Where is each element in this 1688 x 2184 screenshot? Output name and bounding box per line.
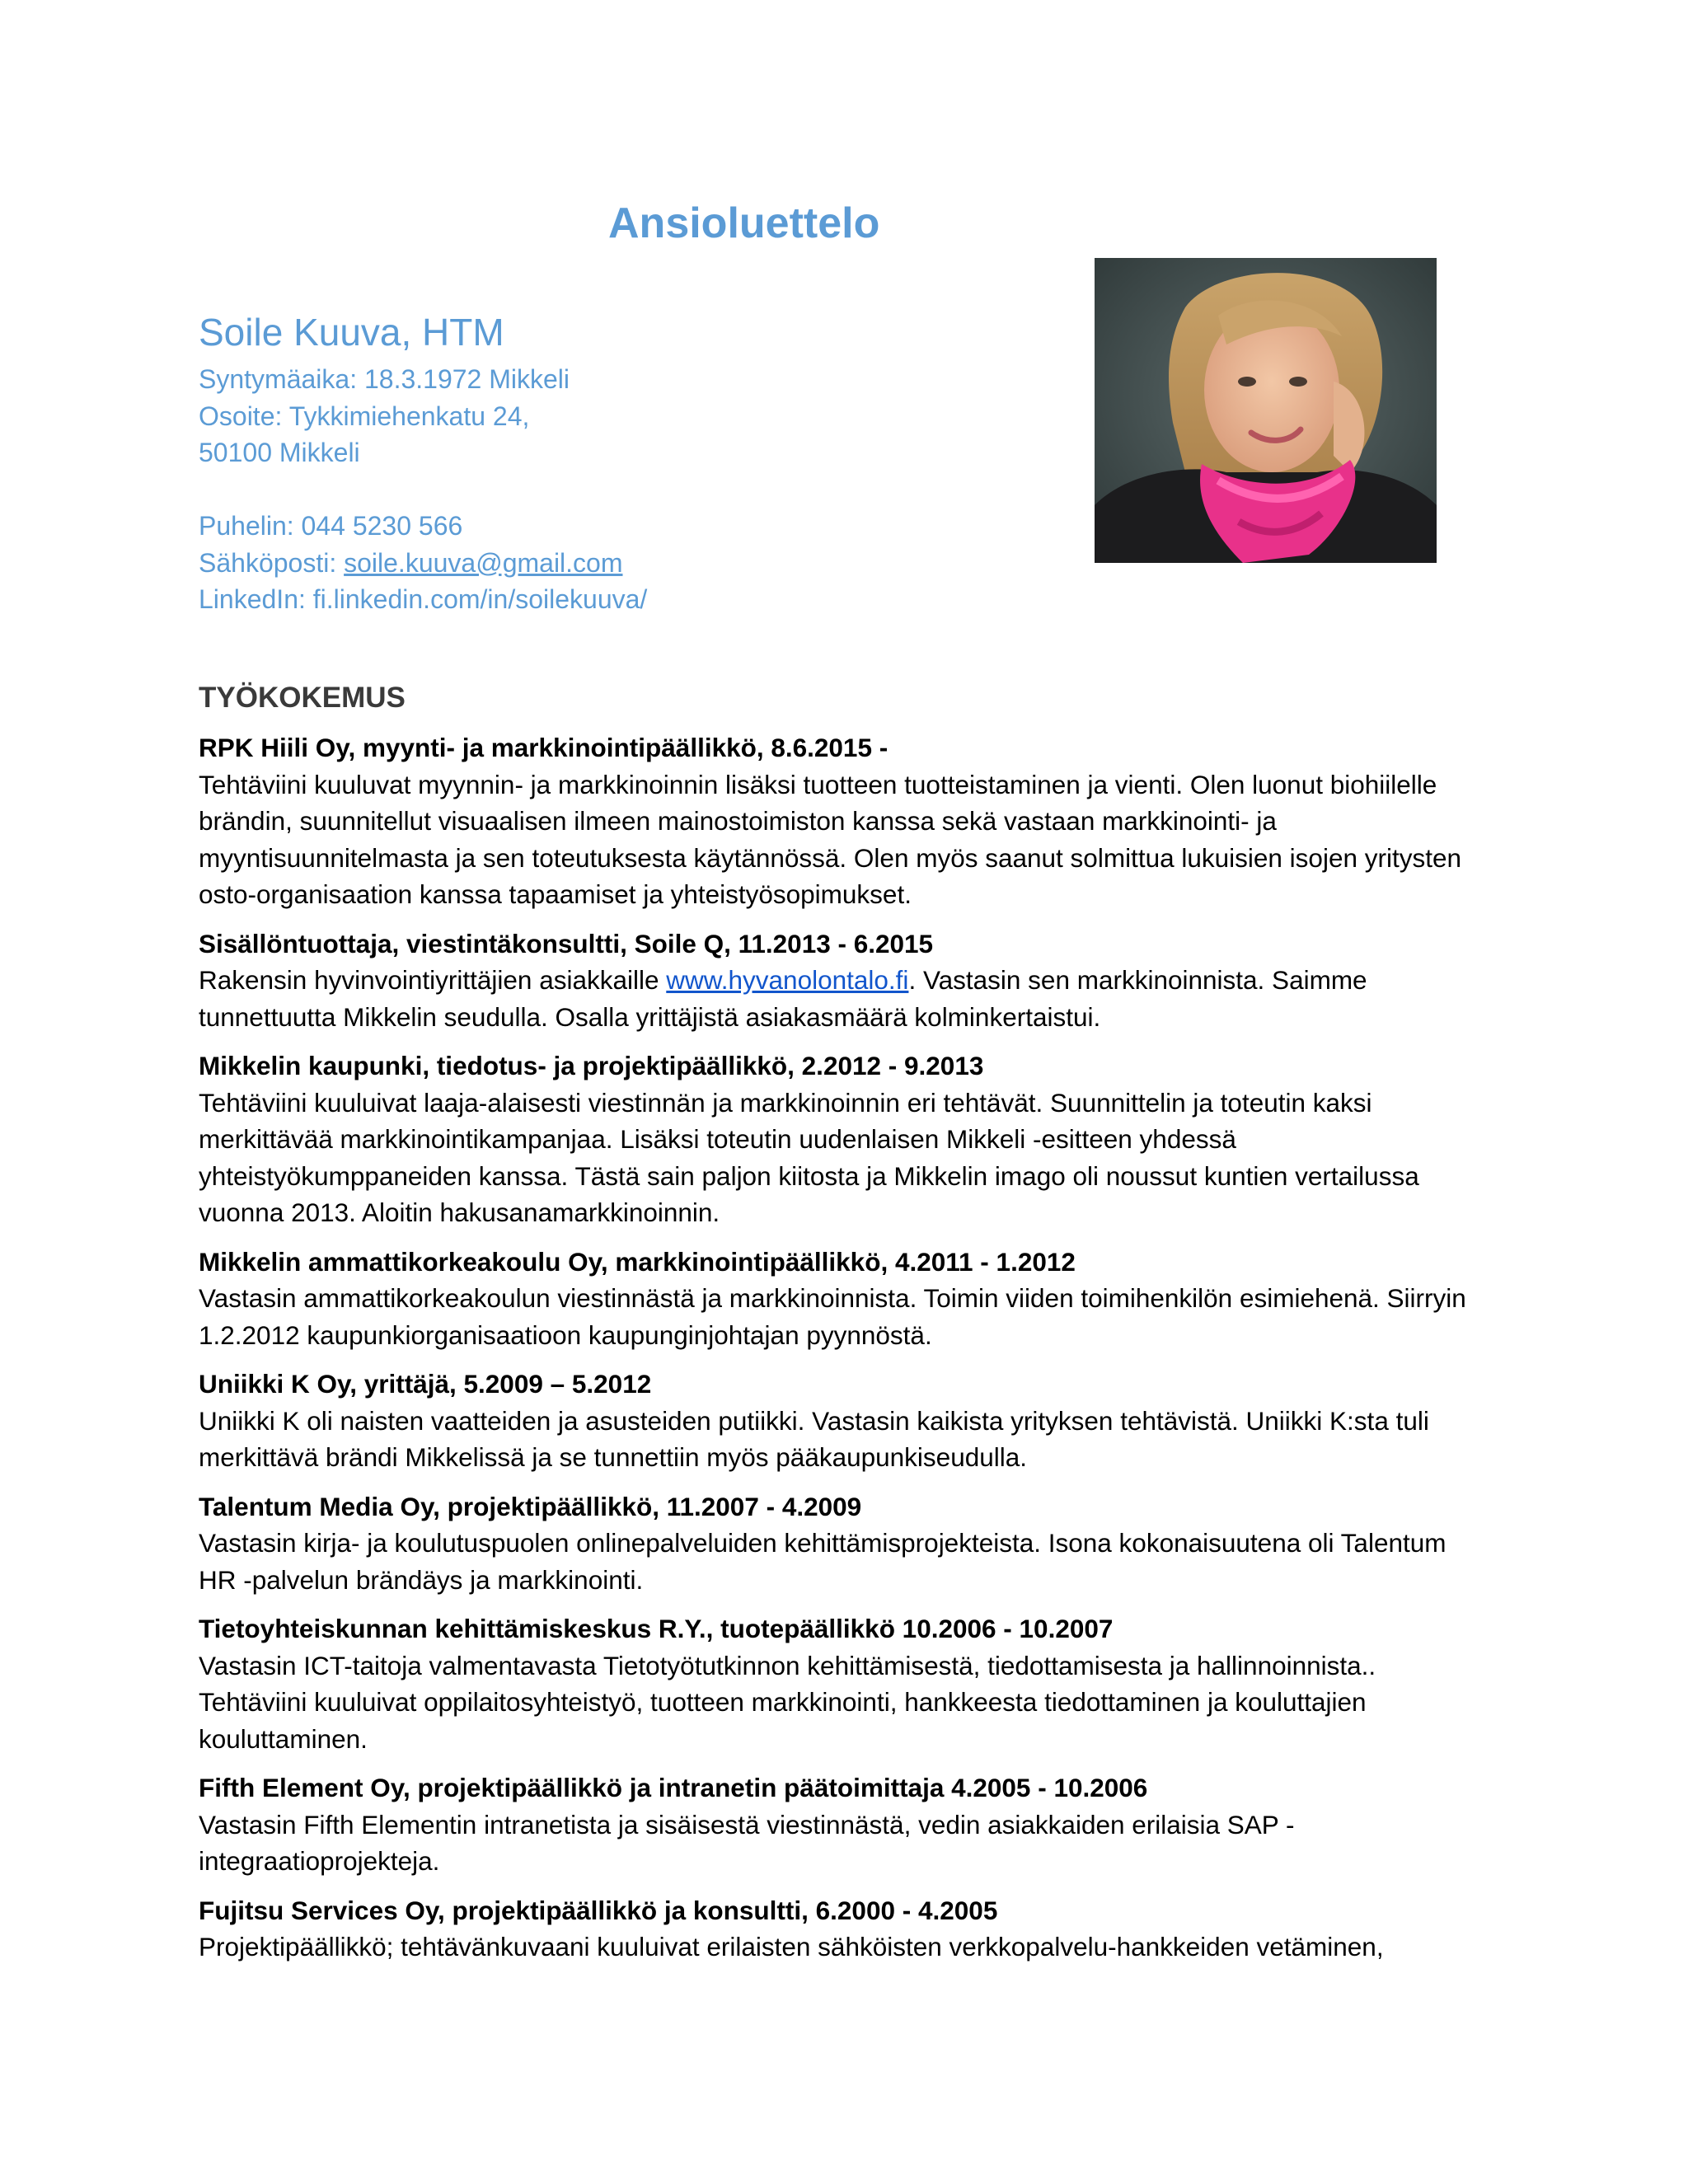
job-description: Vastasin ICT-taitoja valmentavasta Tietotyötutkinnon kehittämisestä, tiedottamisesta ja hallinnoinnista.. Tehtäviini kuuluivat oppilaitosyhteistyö, tuotteen markkinointi, hankkeesta tiedottaminen ja kouluttajien kouluttaminen. (199, 1650, 1376, 1754)
job-entry (199, 1244, 1484, 1354)
job-title: Mikkelin ammattikorkeakoulu Oy, markkinointipäällikkö, 4.2011 - 1.2012 (199, 1246, 1076, 1277)
job-description: Tehtäviini kuuluivat laaja-alaisesti viestinnän ja markkinoinnin eri tehtävät. Suunnittelin ja toteutin kaksi merkittävää markkinointikampanjaa. Lisäksi toteutin uudenlaisen Mikkeli -esitteen yhdessä yhteistyökumppaneiden kanssa. Tästä sain paljon kiitosta ja Mikkelin imago oli noussut kuntien vertailussa vuonna 2013. Aloitin hakusanamarkkinoinnin. (199, 1087, 1419, 1227)
portrait-image (1095, 258, 1437, 563)
address-line-1: Osoite: Tykkimiehenkatu 24, (199, 401, 530, 431)
job-description-text: . Vastasin sen markkinoinnista. Saimme tunnettuutta Mikkelin seudulla. Osalla yrittäjistä asiakasmäärä kolminkertaistui. (199, 965, 1367, 1032)
job-title: Fifth Element Oy, projektipäällikkö ja intranetin päätoimittaja 4.2005 - 10.2006 (199, 1773, 1148, 1802)
job-entry (199, 1047, 1484, 1231)
job-description (199, 962, 1484, 1035)
website-link[interactable]: www.hyvanolontalo.fi (666, 965, 909, 995)
address-line-2: 50100 Mikkeli (199, 438, 360, 467)
job-description: Uniikki K oli naisten vaatteiden ja asusteiden putiikki. Vastasin kaikista yrityksen tehtävistä. Uniikki K:sta tuli merkittävä brändi Mikkelissä ja se tunnettiin myös pääkaupunkiseudulla. (199, 1405, 1429, 1472)
job-description: Vastasin Fifth Elementin intranetista ja sisäisestä viestinnästä, vedin asiakkaiden erilaisia SAP -integraatioprojekteja. (199, 1809, 1295, 1876)
job-title: Mikkelin kaupunki, tiedotus- ja projektipäällikkö, 2.2012 - 9.2013 (199, 1051, 984, 1080)
email-link[interactable]: soile.kuuva@gmail.com (344, 547, 623, 578)
person-name: Soile Kuuva, HTM (199, 311, 504, 354)
email-label: Sähköposti: (199, 547, 345, 578)
job-title: RPK Hiili Oy, myynti- ja markkinointipäällikkö, 8.6.2015 - (199, 733, 889, 762)
work-experience-list (199, 729, 1484, 1978)
job-description-text: Rakensin hyvinvointiyrittäjien asiakkaille (199, 965, 667, 995)
job-title: Talentum Media Oy, projektipäällikkö, 11.2007 - 4.2009 (199, 1491, 862, 1521)
contact-spacer (199, 471, 1023, 509)
job-entry (199, 926, 1484, 1036)
job-title: Uniikki K Oy, yrittäjä, 5.2009 – 5.2012 (199, 1369, 652, 1399)
job-title: Tietoyhteiskunnan kehittämiskeskus R.Y., tuotepäällikkö 10.2006 - 10.2007 (199, 1614, 1114, 1643)
job-description: Tehtäviini kuuluvat myynnin- ja markkinoinnin lisäksi tuotteen tuotteistaminen ja vienti. Olen luonut biohiilelle brändin, suunnitellut visuaalisen ilmeen mainostoimiston kanssa sekä vastaan markkinointi- ja myyntisuunnitelmasta ja sen toteutuksesta käytännössä. Olen myös saanut solmittua lukuisien isojen yritysten osto-organisaation kanssa tapaamiset ja yhteistyösopimukset. (199, 769, 1462, 909)
profile-photo (1095, 258, 1437, 563)
job-entry (199, 1892, 1484, 1966)
phone-info: Puhelin: 044 5230 566 (199, 511, 463, 541)
job-description: Vastasin ammattikorkeakoulun viestinnästä ja markkinoinnista. Toimin viiden toimihenkilön esimiehenä. Siirryin 1.2.2012 kaupunkiorganisaatioon kaupunginjohtajan pyynnöstä. (199, 1283, 1466, 1350)
section-heading-work-experience: TYÖKOKEMUS (199, 682, 406, 714)
birth-info: Syntymäaika: 18.3.1972 Mikkeli (199, 364, 570, 394)
job-description: Projektipäällikkö; tehtävänkuvaani kuuluivat erilaisten sähköisten verkkopalvelu-hankkeiden vetäminen, (199, 1932, 1384, 1961)
job-entry (199, 1488, 1484, 1599)
contact-block (199, 307, 1023, 618)
email-info (199, 545, 1023, 582)
job-title: Fujitsu Services Oy, projektipäällikkö ja konsultti, 6.2000 - 4.2005 (199, 1895, 998, 1925)
job-description: Vastasin kirja- ja koulutuspuolen onlinepalveluiden kehittämisprojekteista. Isona kokonaisuutena oli Talentum HR -palvelun brändäys ja markkinointi. (199, 1528, 1447, 1595)
job-entry (199, 1610, 1484, 1757)
linkedin-info: LinkedIn: fi.linkedin.com/in/soilekuuva/ (199, 584, 648, 614)
job-entry (199, 729, 1484, 913)
document-title: Ansioluettelo (608, 199, 880, 247)
job-entry (199, 1366, 1484, 1476)
job-entry (199, 1769, 1484, 1880)
job-title: Sisällöntuottaja, viestintäkonsultti, Soile Q, 11.2013 - 6.2015 (199, 928, 934, 958)
